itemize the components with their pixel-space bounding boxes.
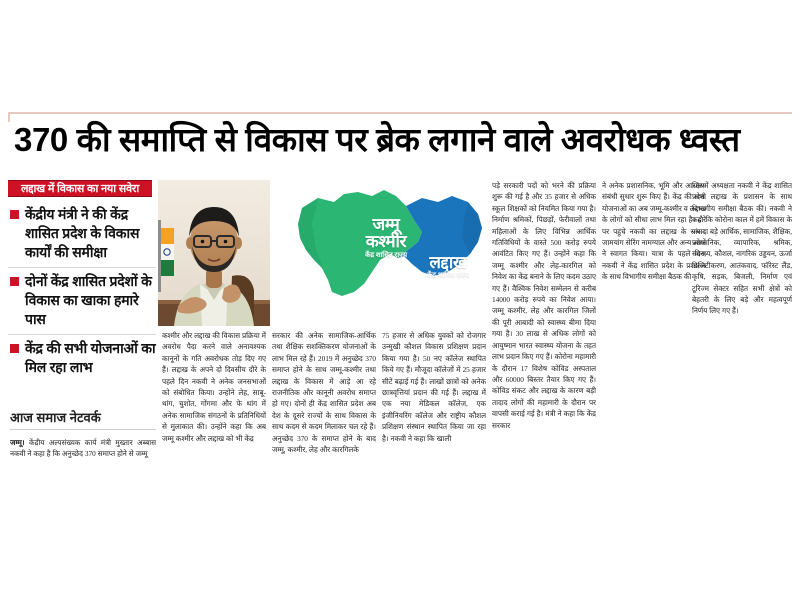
top-divider-rule [8,112,792,114]
map-label-ladakh-line1: लद्दाख [429,253,467,272]
jk-ladakh-map-graphic [272,180,494,320]
square-bullet-icon [10,210,19,219]
list-item [8,335,156,382]
dateline: जम्मू। [10,438,25,447]
body-column [602,180,706,508]
sidebar-bullet-label: केंद्र की सभी योजनाओं का मिल रहा लाभ [25,340,156,375]
body-text: केंद्रीय अल्पसंख्यक कार्य मंत्री मुख्तार अब्बास नकवी ने कहा है कि अनुच्छेद 370 समाप्त होने से जम्मू [10,438,156,459]
square-bullet-icon [10,277,19,286]
body-column [692,180,792,508]
body-column [492,180,596,508]
body-text: पड़े सरकारी पदों को भरने की प्रक्रिया शुरू की गई है और 35 हजार से अधिक स्कूल शिक्षकों को नियमित किया गया है। निर्माण श्रमिकों, पिछड़ों, फेरीवालों तथा महिलाओं के लिए विभिन्न आर्थिक गतिविधियों के वास्ते 500 करोड़ रुपये आवंटित किए गए हैं। उन्होंने कहा कि जम्मू कश्मीर और लेह-कारगिल को निवेश का केंद्र बनाने के लिए कदम उठाए गए हैं। वैश्विक निवेश सम्मेलन से करीब 14000 करोड़ रुपये का निवेश आया। जम्मू कश्मीर, लेह और कारगिल जिलों की पूरी आबादी को स्वास्थ्य बीमा दिया गया है। 30 लाख से अधिक लोगों को आयुष्मान भारत स्वास्थ्य योजना के तहत लाभ प्रदान किए गए हैं। कोरोना महामारी के दौरान 17 विशेष कोविड अस्पताल और 60000 बिस्तर तैयार किए गए हैं। कोविड संकट और लद्दाख के कारण बड़ी तादाद लोगों की महामारी के दौरान पर वापसी कराई गई है। मंत्री ने कहा कि केंद्र सरकार [492,181,596,430]
top-divider-cap [8,112,10,122]
map-label-jk-line1: जम्मू [372,215,400,234]
article-byline: आज समाज नेटवर्क [10,410,156,430]
body-text: 75 हजार से अधिक युवकों को रोजगार उन्मुखी कौशल विकास प्रशिक्षण प्रदान किया गया है। 50 नए कॉलेज स्थापित किये गए हैं। मौजूदा कॉलेजों में 25 हजार सीटें बढ़ाई गई हैं। लाखों छात्रों को अनेक छात्रवृत्तियां प्रदान की गई हैं। लद्दाख में एक नया मेडिकल कॉलेज, एक इंजीनियरिंग कॉलेज और राष्ट्रीय कौशल प्रशिक्षण संस्थान स्थापित किया जा रहा है। नकवी ने कहा कि खाली [382,331,486,443]
body-text: कश्मीर और लद्दाख की विकास प्रक्रिया में अवरोध पैदा करने वाले अनावश्यक कानूनों के गति अवरोधक तोड़ दिए गए हैं। लद्दाख के अपने दो दिवसीय दौरे के पहले दिन नकवी ने अनेक जनसभाओं को संबोधित किया। उन्होंने लेह, साबू-थांग, चुशोत, गोंगमा और फे थांग में अनेक सामाजिक संगठनों के प्रतिनिधियों से मुलाकात की। उन्होंने कहा कि अब जम्मू कश्मीर और लद्दाख को भी केंद्र [162,331,266,443]
article-headline: 370 की समाप्ति से विकास पर ब्रेक लगाने वाले अवरोधक ध्वस्त [14,121,740,158]
map-sublabel-jk: केंद्र शासित राज्य [365,251,407,259]
sidebar-banner-title: लद्दाख में विकास का नया सवेरा [8,180,152,197]
sidebar-bullet-label: केंद्रीय मंत्री ने की केंद्र शासित प्रदेश के विकास कार्यों की समीक्षा [25,206,140,260]
sidebar-bullet-label: दोनों केंद्र शासित प्रदेशों के विकास का खाका हमारे पास [25,273,152,327]
square-bullet-icon [10,344,19,353]
map-sublabel-ladakh: केंद्र शासित राज्य [427,272,469,280]
body-column [272,330,376,508]
list-item [8,268,156,335]
minister-portrait-illustration [158,180,270,326]
body-column [162,330,266,508]
highlights-sidebar [8,180,156,420]
body-text: सरकार की अनेक सामाजिक-आर्थिक तथा शैक्षिक सशक्तिकरण योजनाओं के लाभ मिल रहे हैं। 2019 में अनुच्छेद 370 समाप्त होने के साथ जम्मू-कश्मीर तथा लद्दाख के विकास में आड़े आ रहे राजनीतिक और कानूनी अवरोध समाप्त हो गए। दोनों ही केंद्र शासित प्रदेश अब देश के दूसरे राज्यों के साथ विकास के साथ कदम से कदम मिलाकर चल रहे हैं। अनुच्छेद 370 के समाप्त होने के बाद जम्मू, कश्मीर, लेह और कारगिलके [272,331,376,455]
body-column [10,437,156,507]
list-item [8,201,156,268]
body-text: ने अनेक प्रशासनिक, भूमि और आरक्षण संबंधी सुधार शुरू किए हैं। केंद्र की सभी योजनाओं का अब जम्मू-कश्मीर व लद्दाख के लोगों को सीधा लाभ मिल रहा है। दौरे पर पहुंचे नकवी का लद्दाख के सांसद जामयांग सेरिंग नामग्याल और अन्य लोगों ने स्वागत किया। यात्रा के पहले दिन, नकवी ने केंद्र शासित प्रदेश के प्रशासन के साथ विभागीय समीक्षा बैठक की [602,181,706,282]
map-label-jk-line2: कश्मीर [365,232,407,252]
sidebar-bullet-list [8,201,156,382]
map-illustration [272,180,494,320]
body-text: जिसमें अध्यक्षता नकवी ने केंद्र शासित प्रदेश लद्दाख के प्रशासन के साथ विभागीय समीक्षा बैठक की। नकवी ने कहा कि कोरोना काल में हमें विकास के ज्यादा बड़े आर्थिक, सामाजिक, शैक्षिक, प्रशासनिक, व्यापारिक, श्रमिक, स्वास्थ्य, कौशल, नागरिक उड्डयन, ऊर्जा डिजिटीकरण, आतंकवाद, फॉरेस्ट लैंड, कृषि, सड़क, बिजली, निर्माण एवं टूरिज्म सेक्टर सहित सभी क्षेत्रों को बेहतरी के लिए बड़े और महत्वपूर्ण निर्णय लिए गए हैं। [692,181,792,316]
body-column [382,330,486,508]
minister-photo [158,180,270,326]
